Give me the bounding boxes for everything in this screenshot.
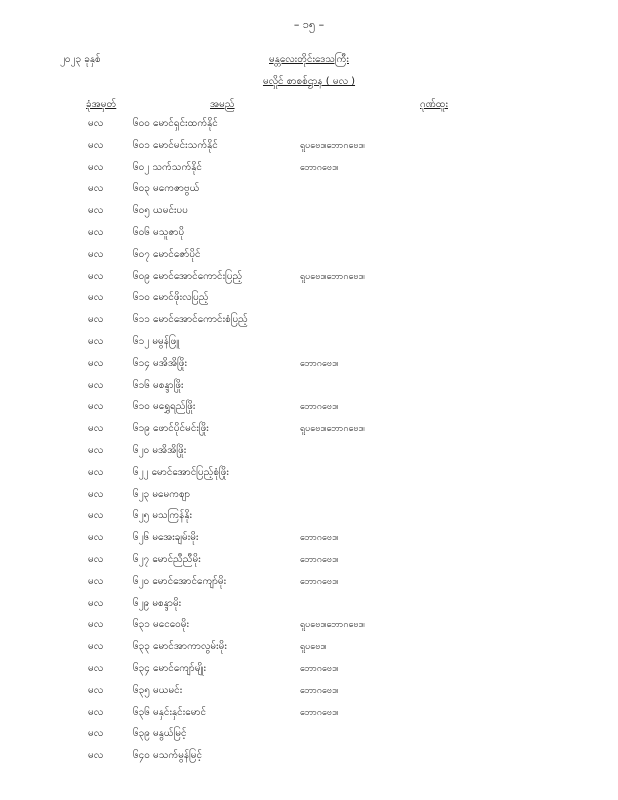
roll-prefix: မလ (88, 619, 104, 631)
list-item (0, 684, 618, 706)
student-name: ၆၀၀ မောင်ရှင်းထက်နိုင် (133, 118, 218, 129)
student-name: ၆၂၂ မောင်အောင်ပြည့်စုံဖြိုး (133, 466, 229, 478)
roll-prefix: မလ (88, 205, 104, 217)
list-item (0, 313, 618, 335)
list-item (0, 575, 618, 597)
student-name: ၆၁၉ ဖောင်ပိုင်မင်းဖြိုး (133, 423, 209, 435)
student-name: ၆၀၁ မောင်မင်းသက်နိုင် (133, 139, 218, 151)
roll-prefix: မလ (88, 248, 104, 260)
student-name: ၆၃၃ မောင်အာကာလွမ်းမိုး (133, 641, 227, 653)
list-item (0, 662, 618, 684)
student-name: ၆၃၆ မနှင်းနှင်းမောင် (133, 706, 207, 718)
list-item (0, 553, 618, 575)
list-item (0, 597, 618, 619)
list-item (0, 466, 618, 488)
student-name: ၆၂၀ မအိအိဖြိုး (133, 444, 187, 456)
list-item (0, 379, 618, 401)
list-item (0, 139, 618, 161)
list-item (0, 749, 618, 771)
exam-center-subtitle: မလှိုင် စာစစ်ဌာန ( မလ ) (262, 76, 356, 87)
distinction: ဘောဂဗေဒ၊ (300, 707, 339, 718)
distinction: ဘောဂဗေဒ၊ (300, 358, 339, 369)
roll-prefix: မလ (88, 553, 104, 565)
list-item (0, 640, 618, 662)
list-item (0, 618, 618, 640)
roll-prefix: မလ (88, 314, 104, 326)
page-number: – ၁၅ – (293, 18, 325, 31)
distinction: ရူပဗေဒ၊ဘောဂဗေဒ၊ (300, 620, 365, 631)
student-name: ၆၃၅ မယမင်း (133, 684, 183, 696)
student-name: ၆၀၂ သက်သက်နိုင် (133, 161, 202, 173)
distinction: ဘောဂဗေဒ၊ (300, 576, 339, 587)
roll-prefix: မလ (88, 488, 104, 500)
list-item (0, 291, 618, 313)
roll-prefix: မလ (88, 379, 104, 391)
roll-prefix: မလ (88, 641, 104, 653)
roll-prefix: မလ (88, 728, 104, 740)
list-item (0, 400, 618, 422)
list-item (0, 161, 618, 183)
header-name: အမည် (210, 99, 235, 110)
roll-prefix: မလ (88, 226, 104, 238)
roll-prefix: မလ (88, 684, 104, 696)
roll-prefix: မလ (88, 532, 104, 544)
distinction: ဘောဂဗေဒ၊ (300, 402, 339, 413)
roll-prefix: မလ (88, 292, 104, 304)
distinction: ရူပဗေဒ၊ဘောဂဗေဒ၊ (300, 140, 365, 151)
student-name: ၆၂၅ မသကြန်နိုး (133, 510, 193, 522)
student-name: ၆၂၉ မစန္ဒာမိုး (133, 597, 182, 609)
list-item (0, 226, 618, 248)
list-item (0, 422, 618, 444)
distinction: ဘောဂဗေဒ၊ (300, 685, 339, 696)
student-name: ၆၃၉ မနွယ်မြင့် (133, 728, 187, 740)
student-name: ၆၂၆ မအေးချမ်းမိုး (133, 532, 199, 544)
student-name: ၆၁၂ မမွန်ဖြူ (133, 335, 180, 347)
distinction: ရူပဗေဒ၊ဘောဂဗေဒ၊ (300, 424, 365, 435)
list-item (0, 182, 618, 204)
list-item (0, 531, 618, 553)
student-name: ၆၀၉ မောင်အောင်ကောင်းပြည့် (133, 270, 243, 282)
list-item (0, 488, 618, 510)
roll-prefix: မလ (88, 423, 104, 435)
student-name: ၆၀၆ မသူဇာပို (133, 226, 185, 238)
roll-prefix: မလ (88, 750, 104, 762)
roll-prefix: မလ (88, 183, 104, 195)
results-list (0, 117, 618, 771)
student-name: ၆၄၀ မသက်မွန်မြင့် (133, 750, 203, 762)
distinction: ရူပဗေဒ၊ (300, 642, 327, 653)
student-name: ၆၂၇ မောင်ညီညီမိုး (133, 553, 201, 565)
roll-prefix: မလ (88, 401, 104, 413)
distinction: ဘောဂဗေဒ၊ (300, 663, 339, 674)
distinction: ဘောဂဗေဒ၊ (300, 162, 339, 173)
student-name: ၆၀၃ မကေဇာဗွယ် (133, 183, 200, 195)
list-item (0, 509, 618, 531)
list-item (0, 727, 618, 749)
roll-prefix: မလ (88, 444, 104, 456)
list-item (0, 444, 618, 466)
roll-prefix: မလ (88, 161, 104, 173)
student-name: ၆၀၅ ယမင်းပပ (133, 205, 188, 217)
student-name: ၆၂၃ မမေကဈာ (133, 488, 191, 500)
list-item (0, 706, 618, 728)
student-name: ၆၁၁ မောင်အောင်ကောင်းစံပြည့် (133, 314, 248, 326)
distinction: ရူပဗေဒ၊ဘောဂဗေဒ၊ (300, 271, 365, 282)
list-item (0, 357, 618, 379)
student-name: ၆၃၄ မောင်ကျော်မျိုး (133, 662, 207, 674)
list-item (0, 204, 618, 226)
student-name: ၆၁၀ မောင်ဖိုးလပြည့် (133, 292, 209, 304)
roll-prefix: မလ (88, 510, 104, 522)
list-item (0, 335, 618, 357)
list-item (0, 248, 618, 270)
list-item (0, 270, 618, 292)
student-name: ၆၀၇ မောင်ဇော်ပိုင် (133, 248, 201, 260)
student-name: ၆၁၀ မရွှေရည်ဖြိုး (133, 401, 196, 413)
roll-prefix: မလ (88, 335, 104, 347)
exam-year: ၂၀၂၃ ခုနှစ် (60, 54, 101, 65)
student-name: ၆၃၁ မငေဝေမိုး (133, 619, 190, 631)
roll-prefix: မလ (88, 706, 104, 718)
roll-prefix: မလ (88, 139, 104, 151)
roll-prefix: မလ (88, 270, 104, 282)
roll-prefix: မလ (88, 597, 104, 609)
student-name: ၆၁၄ မအိအိဖြိုး (133, 357, 188, 369)
roll-prefix: မလ (88, 662, 104, 674)
column-headers (0, 97, 618, 111)
distinction: ဘောဂဗေဒ၊ (300, 533, 339, 544)
list-item (0, 117, 618, 139)
student-name: ၆၂၀ မောင်အောင်ကျော်မိုး (133, 575, 227, 587)
roll-prefix: မလ (88, 357, 104, 369)
distinction: ဘောဂဗေဒ၊ (300, 554, 339, 565)
roll-prefix: မလ (88, 466, 104, 478)
header-distinction: ဂုဏ်ထူး (420, 99, 448, 110)
header-roll-number: ခုံအမှတ် (86, 99, 117, 110)
region-title: မန္တလေးတိုင်းဒေသကြီး (269, 54, 349, 65)
roll-prefix: မလ (88, 575, 104, 587)
student-name: ၆၁၆ မစန္ဒာဖြိုး (133, 379, 184, 391)
roll-prefix: မလ (88, 118, 104, 129)
